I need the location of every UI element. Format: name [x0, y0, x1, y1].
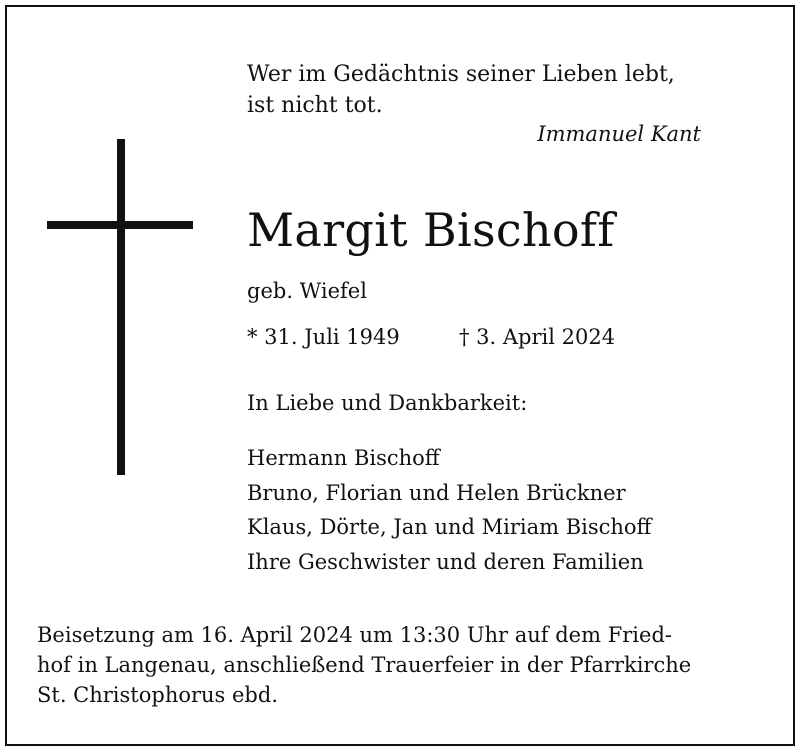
mourners-list [247, 441, 651, 579]
quote-author: Immanuel Kant [537, 122, 701, 146]
memorial-quote [247, 59, 675, 121]
mourner-entry: Bruno, Florian und Helen Brückner [247, 480, 626, 505]
cross-horizontal-bar [47, 221, 193, 229]
birth-date: * 31. Juli 1949 [247, 325, 400, 349]
burial-line-1: Beisetzung am 16. April 2024 um 13:30 Uhr auf dem Fried- [37, 623, 672, 647]
burial-line-2: hof in Langenau, anschließend Trauerfeier in der Pfarrkirche [37, 653, 692, 677]
obituary-notice [5, 5, 795, 746]
mourner-entry: Ihre Geschwister und deren Familien [247, 549, 644, 574]
deceased-name: Margit Bischoff [247, 203, 615, 257]
quote-line-2: ist nicht tot. [247, 93, 383, 118]
quote-line-1: Wer im Gedächtnis seiner Lieben lebt, [247, 62, 675, 87]
mourner-entry: Klaus, Dörte, Jan und Miriam Bischoff [247, 515, 652, 539]
death-date: † 3. April 2024 [459, 325, 616, 349]
cross-vertical-bar [117, 139, 125, 475]
burial-line-3: St. Christophorus ebd. [37, 683, 278, 707]
dedication-line: In Liebe und Dankbarkeit: [247, 391, 528, 415]
mourner-entry: Hermann Bischoff [247, 446, 440, 470]
burial-info [37, 620, 777, 710]
maiden-name: geb. Wiefel [247, 279, 367, 303]
